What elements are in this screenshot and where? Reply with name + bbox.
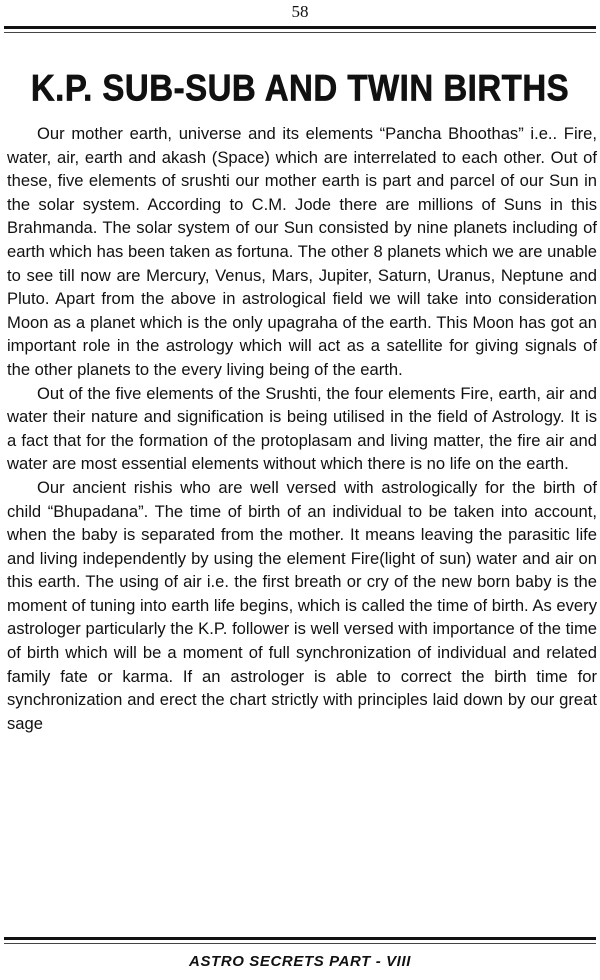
paragraph-2: Out of the five elements of the Srushti, the four elements Fire, earth, air and water their nature and signification is being utilised in the field of Astrology. It is a fact that for the formation of the protoplasam and living matter, the fire air and water are most essential elements without which there is no life on the earth. bbox=[7, 383, 597, 474]
header-rule-thin bbox=[4, 32, 596, 33]
paragraph-1: Our mother earth, universe and its elements “Pancha Bhoothas” i.e.. Fire, water, air, earth and akash (Space) which are interrelated to each other. Out of these, five elements of srushti our mother earth is part and parcel of our Sun in the solar system. According to C.M. Jode there are millions of Suns in this Brahmanda. The solar system of our Sun consisted by nine planets including of earth which has been taken as fortuna. The other 8 planets which we are unable to see till now are Mercury, Venus, Mars, Jupiter, Saturn, Uranus, Neptune and Pluto. Apart from the above in astrological field we will take into consideration Moon as a planet which is the only upagraha of the earth. This Moon has got an important role in the astrology which will act as a satellite for giving signals of the other planets to the every living being of the earth. bbox=[7, 124, 597, 379]
page-number: 58 bbox=[291, 2, 309, 21]
chapter-title: K.P. SUB-SUB AND TWIN BIRTHS bbox=[30, 66, 570, 109]
paragraph-3: Our ancient rishis who are well versed with astrologically for the birth of child “Bhupadana”. The time of birth of an individual to be taken into account, when the baby is separated from the mother. It means leaving the parasitic life and living independently by using the element Fire(light of sun) water and air on this earth. The using of air i.e. the first breath or cry of the new born baby is the moment of tuning into earth life begins, which is called the time of birth. As every astrologer particularly the K.P. follower is well versed with importance of the time of birth which will be a moment of full synchronization of individual and related family fate or karma. If an astrologer is able to correct the birth time for synchronization and erect the chart strictly with principles laid down by our great sage bbox=[7, 477, 597, 733]
running-footer: ASTRO SECRETS PART - VIII bbox=[189, 953, 411, 970]
footer-rule-thin bbox=[4, 943, 596, 944]
body-text bbox=[7, 122, 597, 735]
header-rule-thick bbox=[4, 26, 596, 29]
footer-rule-thick bbox=[4, 937, 596, 940]
